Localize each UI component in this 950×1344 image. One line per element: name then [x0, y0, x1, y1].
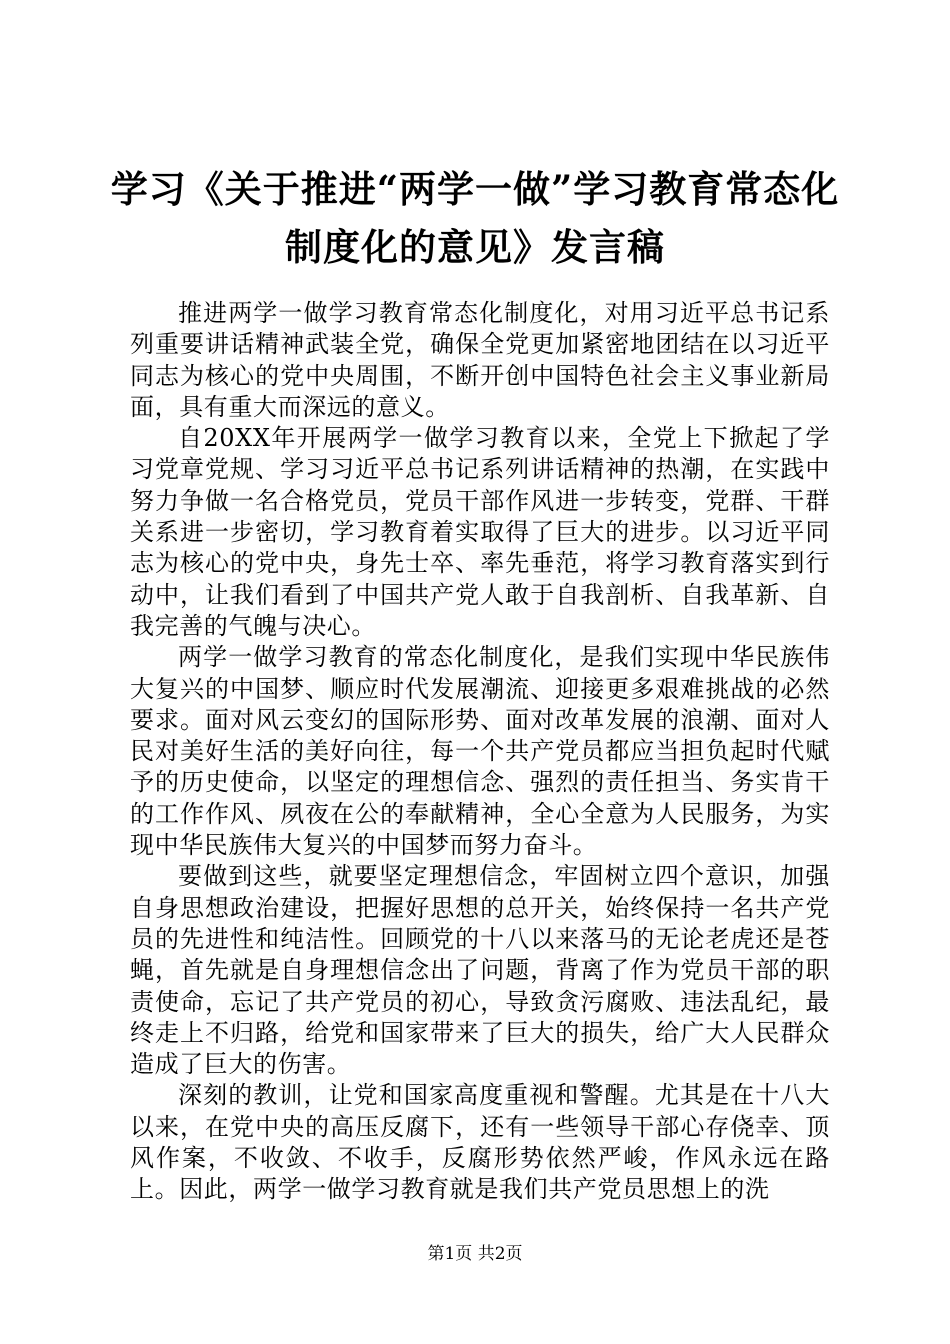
- paragraph: 深刻的教训，让党和国家高度重视和警醒。尤其是在十八大以来，在党中央的高压反腐下，还有一些领导干部心存侥幸、顶风作案，不收敛、不收手，反腐形势依然严峻，作风永远在路上。因此，两学一做学习教育就是我们共产党员思想上的洗: [130, 1081, 830, 1204]
- document-body: [130, 298, 830, 1206]
- title-line-1: 学习《关于推进“两学一做”学习教育常态化: [110, 167, 840, 211]
- paragraph: 推进两学一做学习教育常态化制度化，对用习近平总书记系列重要讲话精神武装全党，确保全党更加紧密地团结在以习近平同志为核心的党中央周围，不断开创中国特色社会主义事业新局面，具有重大而深远的意义。: [130, 299, 830, 421]
- document-title: [100, 160, 850, 276]
- paragraph: 两学一做学习教育的常态化制度化，是我们实现中华民族伟大复兴的中国梦、顺应时代发展潮流、迎接更多艰难挑战的必然要求。面对风云变幻的国际形势、面对改革发展的浪潮、面对人民对美好生活的美好向往，每一个共产党员都应当担负起时代赋予的历史使命，以坚定的理想信念、强烈的责任担当、务实肯干的工作作风、夙夜在公的奉献精神，全心全意为人民服务，为实现中华民族伟大复兴的中国梦而努力奋斗。: [130, 643, 830, 860]
- page-footer: 第1页 共2页: [427, 1244, 523, 1264]
- paragraph: 自20XX年开展两学一做学习教育以来，全党上下掀起了学习党章党规、学习习近平总书记系列讲话精神的热潮，在实践中努力争做一名合格党员，党员干部作风进一步转变，党群、干群关系进一步密切，学习教育着实取得了巨大的进步。以习近平同志为核心的党中央，身先士卒、率先垂范，将学习教育落实到行动中，让我们看到了中国共产党人敢于自我剖析、自我革新、自我完善的气魄与决心。: [130, 424, 830, 640]
- paragraph: 要做到这些，就要坚定理想信念，牢固树立四个意识，加强自身思想政治建设，把握好思想的总开关，始终保持一名共产党员的先进性和纯洁性。回顾党的十八以来落马的无论老虎还是苍蝇，首先就是自身理想信念出了问题，背离了作为党员干部的职责使命，忘记了共产党员的初心，导致贪污腐败、违法乱纪，最终走上不归路，给党和国家带来了巨大的损失，给广大人民群众造成了巨大的伤害。: [130, 862, 830, 1079]
- title-line-2: 制度化的意见》发言稿: [285, 225, 665, 269]
